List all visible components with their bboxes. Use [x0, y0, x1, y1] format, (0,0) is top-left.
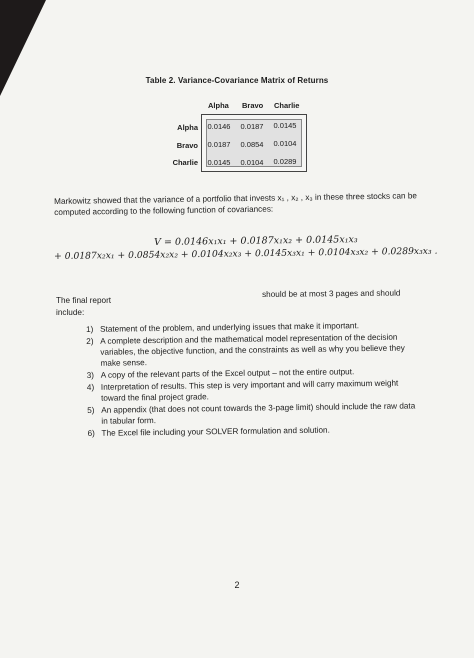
report-text-include: include: [56, 308, 85, 317]
matrix-cell: 0.0187 [207, 140, 231, 149]
matrix-cell: 0.0145 [273, 121, 297, 130]
list-text: An appendix (that does not count towards the 3-page limit) should include the raw data in tabular form. [101, 401, 416, 426]
row-header-charlie: Charlie [172, 158, 198, 167]
list-number: 4) [86, 382, 95, 392]
column-header-charlie: Charlie [274, 101, 300, 110]
list-number: 6) [87, 428, 95, 438]
column-header-bravo: Bravo [242, 101, 264, 110]
variance-equation-line-1: V = 0.0146x₁x₁ + 0.0187x₁x₂ + 0.0145x₁x₃ [154, 234, 358, 248]
row-header-alpha: Alpha [177, 123, 198, 132]
row-header-bravo: Bravo [176, 141, 198, 150]
list-text: A complete description and the mathematical model representation of the decision variables, the objective function, and the constraints as well as why you believe they make sense. [100, 332, 405, 368]
column-header-alpha: Alpha [208, 101, 229, 110]
matrix-cell: 0.0187 [240, 122, 264, 131]
variance-equation-line-2: + 0.0187x₂x₁ + 0.0854x₂x₂ + 0.0104x₂x₃ + 0.0145x₃x₁ + 0.0104x₃x₂ + 0.0289x₃x₃ . [54, 245, 438, 262]
list-text: The Excel file including your SOLVER formulation and solution. [101, 425, 330, 438]
matrix-cell: 0.0289 [273, 157, 297, 166]
matrix-cell: 0.0104 [240, 158, 264, 167]
list-text: Statement of the problem, and underlying issues that make it important. [100, 321, 360, 334]
list-text: A copy of the relevant parts of the Excel output – not the entire output. [100, 367, 355, 380]
report-text-left: The final report [56, 296, 112, 305]
intro-line: Markowitz showed that the variance of a portfolio that invests x₁ , x₂ , x₃ in these three stocks can be [54, 191, 418, 206]
list-number: 2) [86, 336, 94, 346]
list-item [86, 331, 416, 369]
matrix-cell: 0.0145 [207, 158, 231, 167]
list-number: 1) [86, 324, 94, 334]
requirements-list [86, 319, 418, 440]
matrix-cell: 0.0146 [207, 122, 231, 131]
list-item [87, 377, 417, 404]
list-number: 5) [87, 405, 95, 415]
intro-paragraph [54, 190, 434, 218]
table-title: Table 2. Variance-Covariance Matrix of Returns [145, 76, 329, 85]
matrix-cell: 0.0854 [240, 140, 264, 149]
list-item [87, 400, 417, 427]
list-text: Interpretation of results. This step is very important and will carry maximum weight toward the final project grade. [100, 378, 399, 403]
matrix-cell: 0.0104 [273, 139, 297, 148]
intro-line: computed according to the following function of covariances: [54, 204, 274, 217]
page-number: 2 [234, 580, 240, 590]
report-text-right: should be at most 3 pages and should [262, 288, 401, 299]
list-number: 3) [86, 370, 95, 380]
